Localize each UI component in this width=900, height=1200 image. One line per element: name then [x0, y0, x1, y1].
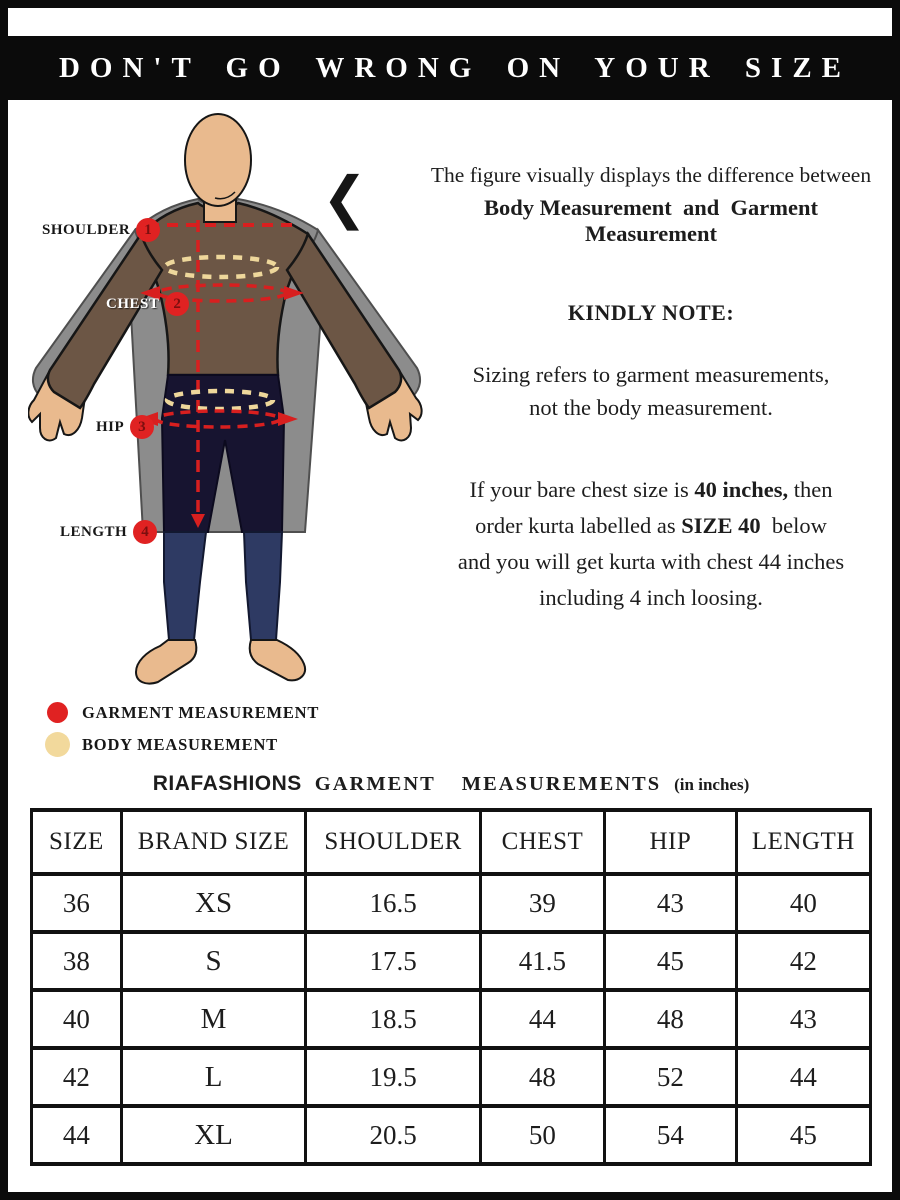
- left-foot: [136, 640, 196, 684]
- sizing-note-line-2: not the body measurement.: [529, 395, 773, 420]
- intro-line-2: Body Measurement and Garment Measurement: [484, 195, 824, 246]
- left-lower-leg: [164, 532, 206, 640]
- cell-brand-size: M: [121, 990, 306, 1048]
- marker-4: 4: [133, 520, 157, 544]
- chest-note-line-3: and you will get kurta with chest 44 inches: [457, 549, 845, 574]
- cell-size: 40: [32, 990, 122, 1048]
- cell-shoulder: 19.5: [306, 1048, 481, 1106]
- cell-chest: 48: [480, 1048, 604, 1106]
- cell-length: 43: [736, 990, 870, 1048]
- cell-brand-size: XS: [121, 874, 306, 932]
- garment-measurements-table: [30, 808, 872, 1166]
- cell-hip: 43: [605, 874, 737, 932]
- legend-garment-row: [42, 702, 319, 723]
- cell-brand-size: XL: [121, 1106, 306, 1164]
- table-header-row: [32, 810, 871, 874]
- cell-chest: 39: [480, 874, 604, 932]
- chest-note-line-1: If your bare chest size is 40 inches, then: [469, 477, 833, 502]
- right-foot: [250, 640, 305, 680]
- cell-size: 38: [32, 932, 122, 990]
- hip-label-text: HIP: [96, 418, 125, 435]
- table-row: [32, 932, 871, 990]
- chest-label-text: CHEST: [106, 295, 160, 312]
- label-chest: [106, 292, 189, 316]
- measurement-figure-diagram: [28, 108, 433, 698]
- table-title-brand: RIAFASHIONS: [152, 772, 302, 795]
- intro-line-1: The figure visually displays the difference between: [430, 163, 872, 187]
- cell-length: 44: [736, 1048, 870, 1106]
- cell-size: 42: [32, 1048, 122, 1106]
- cell-length: 40: [736, 874, 870, 932]
- cell-brand-size: S: [121, 932, 306, 990]
- table-row: [32, 990, 871, 1048]
- cell-shoulder: 16.5: [306, 874, 481, 932]
- table-title-text: GARMENT MEASUREMENTS: [314, 773, 662, 795]
- label-shoulder: [42, 218, 160, 242]
- cell-size: 36: [32, 874, 122, 932]
- cell-shoulder: 20.5: [306, 1106, 481, 1164]
- table-title: [30, 772, 872, 796]
- header-hip: HIP: [605, 810, 737, 874]
- marker-3: 3: [130, 415, 154, 439]
- marker-2: 2: [165, 292, 189, 316]
- cell-length: 45: [736, 1106, 870, 1164]
- cell-size: 44: [32, 1106, 122, 1164]
- garment-measurement-label: GARMENT MEASUREMENT: [82, 702, 320, 722]
- body-measurement-dot-icon: [45, 732, 70, 757]
- table-row: [32, 1106, 871, 1164]
- header-chest: CHEST: [480, 810, 604, 874]
- cell-chest: 44: [480, 990, 604, 1048]
- table-title-unit: (in inches): [674, 775, 750, 794]
- banner-title: DON'T GO WRONG ON YOUR SIZE: [58, 51, 852, 84]
- cell-hip: 45: [605, 932, 737, 990]
- legend-body-row: [42, 732, 319, 757]
- garment-measurement-dot-icon: [47, 702, 68, 723]
- sizing-note: [420, 358, 882, 424]
- shoulder-label-text: SHOULDER: [42, 221, 131, 238]
- cell-shoulder: 17.5: [306, 932, 481, 990]
- table-row: [32, 874, 871, 932]
- header-length: LENGTH: [736, 810, 870, 874]
- cell-hip: 52: [605, 1048, 737, 1106]
- cell-chest: 50: [480, 1106, 604, 1164]
- cell-length: 42: [736, 932, 870, 990]
- legend: [42, 702, 319, 766]
- header-shoulder: SHOULDER: [306, 810, 481, 874]
- head: [185, 114, 251, 206]
- intro-text: [420, 163, 882, 247]
- header-size: SIZE: [32, 810, 122, 874]
- cell-hip: 48: [605, 990, 737, 1048]
- label-length: [60, 520, 157, 544]
- chest-note-line-2: order kurta labelled as SIZE 40 below: [475, 513, 827, 538]
- right-lower-leg: [244, 532, 282, 640]
- chevron-left-icon: ❮: [322, 164, 368, 231]
- chest-note-line-4: including 4 inch loosing.: [539, 585, 763, 610]
- kindly-note-heading: KINDLY NOTE:: [567, 300, 735, 325]
- cell-hip: 54: [605, 1106, 737, 1164]
- body-measurement-label: BODY MEASUREMENT: [82, 734, 278, 754]
- chest-size-note: [420, 472, 882, 616]
- marker-1: 1: [136, 218, 160, 242]
- label-hip: [96, 415, 154, 439]
- length-label-text: LENGTH: [60, 523, 128, 540]
- banner: [8, 36, 892, 100]
- table-row: [32, 1048, 871, 1106]
- cell-brand-size: L: [121, 1048, 306, 1106]
- cell-chest: 41.5: [480, 932, 604, 990]
- cell-shoulder: 18.5: [306, 990, 481, 1048]
- header-brand-size: BRAND SIZE: [121, 810, 306, 874]
- sizing-note-line-1: Sizing refers to garment measurements,: [472, 362, 830, 387]
